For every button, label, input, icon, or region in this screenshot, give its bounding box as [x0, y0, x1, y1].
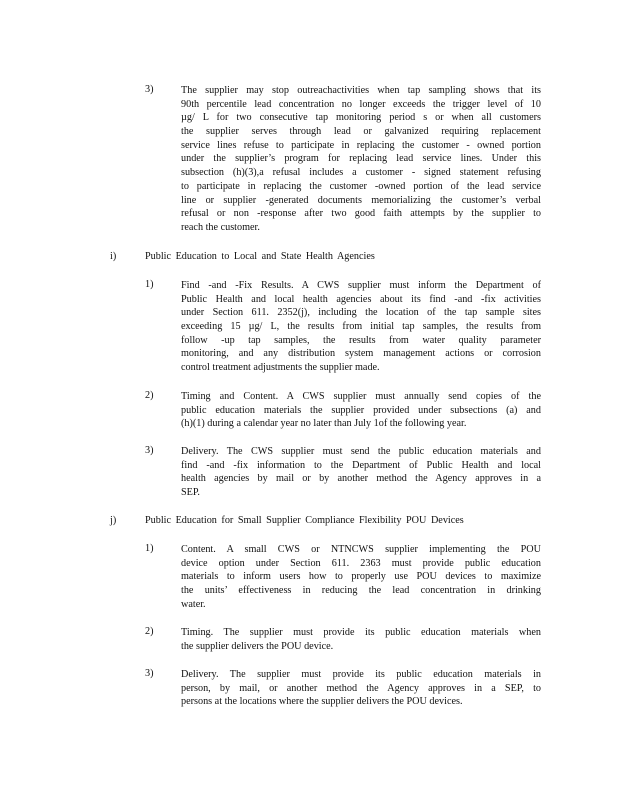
text-line: follow -up tap samples, the results from water quality parameter — [181, 334, 541, 346]
text-line: service lines refuse to participate in replacing the customer - owned portion — [181, 139, 541, 151]
section-title-j: Public Education for Small Supplier Compliance Flexibility POU Devices — [145, 515, 464, 526]
item-number-i3: 3) — [145, 445, 154, 456]
text-line: device option under Section 611. 2363 must provide public education — [181, 557, 541, 569]
text-line: control treatment adjustments the supplier made. — [181, 362, 380, 374]
text-line: under Section 611. 2352(j), including the location of the tap sample sites — [181, 307, 541, 319]
text-line: Public Health and local health agencies about its find -and -fix activities — [181, 293, 541, 305]
paragraph-i1 — [181, 279, 541, 375]
text-line: reach the customer. — [181, 221, 260, 233]
paragraph-i3 — [181, 445, 541, 500]
text-line: the supplier delivers the POU device. — [181, 640, 334, 652]
paragraph-j1 — [181, 543, 541, 611]
text-line: the units’ effectiveness in reducing the lead concentration in drinking — [181, 585, 541, 597]
text-line: (h)(1) during a calendar year no later than July 1of the following year. — [181, 418, 467, 430]
text-line: The supplier may stop outreachactivities when tap sampling shows that its — [181, 85, 541, 96]
text-line: health agencies by mail or by another method the Agency approves in a — [181, 473, 541, 485]
text-line: Content. A small CWS or NTNCWS supplier implementing the POU — [181, 544, 541, 555]
text-line: water. — [181, 598, 206, 610]
text-line: Delivery. The CWS supplier must send the public education materials and — [181, 446, 541, 457]
text-line: materials to inform users how to properly use POU devices to maximize — [181, 571, 541, 583]
text-line: find -and -fix information to the Department of Public Health and local — [181, 459, 541, 471]
text-line: monitoring, and any distribution system management actions or corrosion — [181, 348, 541, 360]
text-line: line or supplier -generated documents memorializing the customer’s verbal — [181, 194, 541, 206]
paragraph-i2 — [181, 390, 541, 431]
text-line: Timing. The supplier must provide its public education materials when — [181, 627, 541, 638]
text-line: Delivery. The supplier must provide its public education materials in — [181, 669, 541, 680]
item-number-i1: 1) — [145, 279, 154, 290]
text-line: the supplier serves through lead or galvanized requiring replacement — [181, 126, 541, 138]
text-line: public education materials the supplier provided under subsections (a) and — [181, 404, 541, 416]
paragraph-h3 — [181, 84, 541, 235]
section-marker-j: j) — [110, 515, 117, 526]
text-line: Find -and -Fix Results. A CWS supplier must inform the Department of — [181, 280, 541, 291]
paragraph-j2 — [181, 626, 541, 653]
text-line: µg/ L for two consecutive tap monitoring period s or when all customers — [181, 112, 541, 124]
item-number-j3: 3) — [145, 668, 154, 679]
item-number-i2: 2) — [145, 390, 154, 401]
text-line: subsection (h)(3),a refusal includes a customer - signed statement refusing — [181, 167, 541, 179]
item-number-j2: 2) — [145, 626, 154, 637]
text-line: 90th percentile lead concentration no longer exceeds the trigger level of 10 — [181, 98, 541, 110]
section-title-i: Public Education to Local and State Health Agencies — [145, 251, 375, 262]
text-line: refusal or non -response after two good faith attempts by the supplier to — [181, 208, 541, 220]
text-line: person, by mail, or another method the Agency approves in a SEP, to — [181, 682, 541, 694]
text-line: persons at the locations where the supplier delivers the POU devices. — [181, 696, 463, 708]
text-line: Timing and Content. A CWS supplier must annually send copies of the — [181, 391, 541, 402]
text-line: exceeding 15 µg/ L, the results from initial tap samples, the results from — [181, 321, 541, 333]
section-marker-i: i) — [110, 251, 117, 262]
item-number-h3: 3) — [145, 84, 154, 95]
item-number-j1: 1) — [145, 543, 154, 554]
text-line: SEP. — [181, 487, 200, 499]
text-line: under the supplier’s program for replacing lead service lines. Under this — [181, 153, 541, 165]
paragraph-j3 — [181, 668, 541, 709]
text-line: to participate in replacing the customer -owned portion of the lead service — [181, 180, 541, 192]
